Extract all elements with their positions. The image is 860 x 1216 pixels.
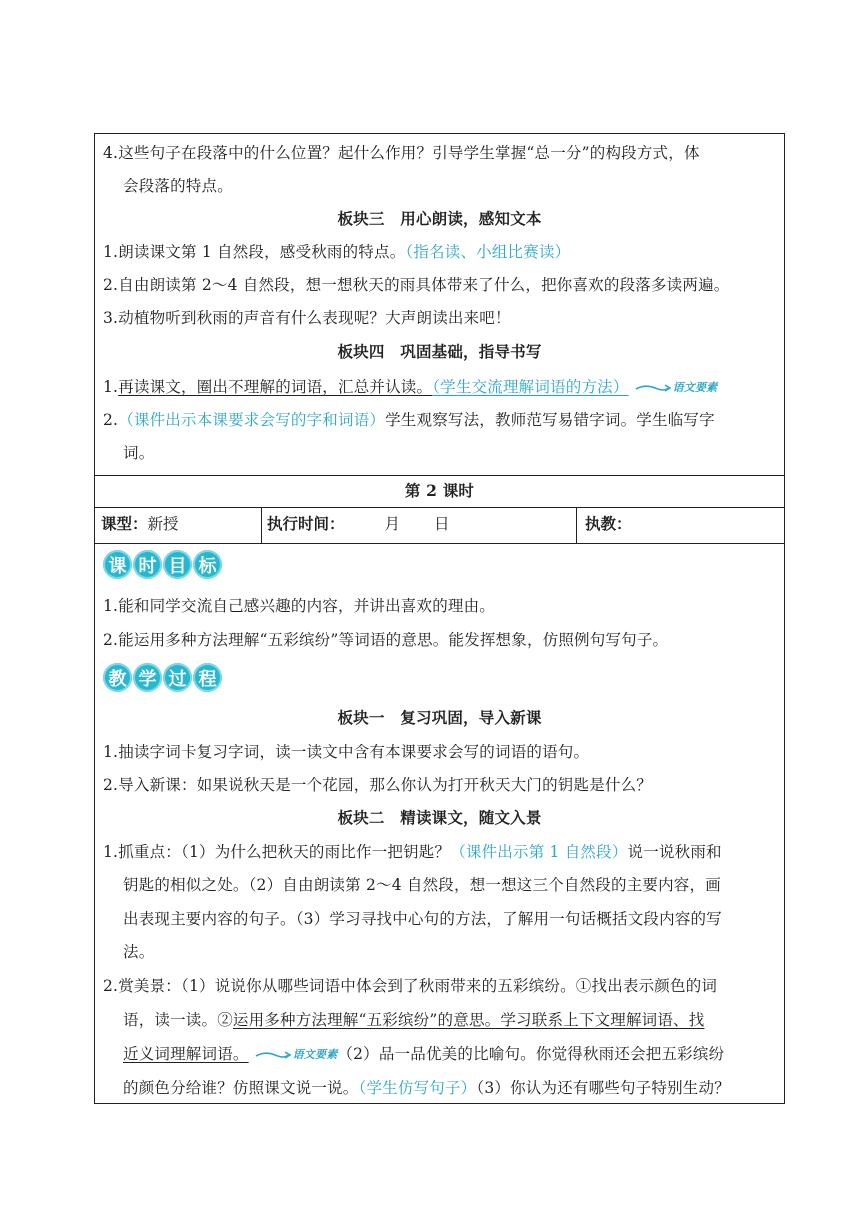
s3-item-1 (103, 242, 776, 262)
badge-char: 教 (103, 663, 132, 692)
goal-1: 1.能和同学交流自己感兴趣的内容，并讲出喜欢的理由。 (103, 597, 495, 615)
p2-s2-item-1-note: （课件出示第 1 自然段） (450, 843, 628, 861)
p2-s2-item-2-line2 (123, 1010, 776, 1030)
exec-month: 月 (384, 515, 401, 533)
section-4-title: 板块四 巩固基础，指导书写 (337, 342, 542, 361)
s4-item-2-line2: 词。 (123, 444, 155, 462)
p2-s2-item-2-line3-b: （2）品一品优美的比喻句。你觉得秋雨还会把五彩缤纷 (337, 1045, 725, 1063)
p2-s2-item-2-line2-u: 运用多种方法理解“五彩缤纷”的意思。学习联系上下文理解词语、找 (232, 1011, 705, 1029)
language-element-tag (255, 1045, 338, 1065)
badge-char: 目 (163, 550, 192, 579)
divider (261, 507, 262, 543)
section-3-title: 板块三 用心朗读，感知文本 (337, 209, 542, 228)
divider (95, 507, 784, 508)
exec-time (267, 514, 450, 534)
s3-item-3: 3.动植物听到秋雨的声音有什么表现呢？大声朗读出来吧！ (103, 309, 511, 327)
language-element-tag (635, 378, 718, 398)
lesson-type-label: 课型： (101, 514, 148, 533)
section-2-title: 板块二 精读课文，随文入景 (337, 808, 542, 827)
s4-item-2-prefix: 2. (103, 411, 119, 429)
section-1-title: 板块一 复习巩固，导入新课 (337, 708, 542, 727)
s4-item-2 (103, 410, 776, 430)
p2-s2-item-2-line4 (123, 1078, 776, 1098)
item-4-line2: 会段落的特点。 (123, 177, 233, 195)
lesson-2-title: 第 2 课时 (404, 481, 475, 500)
goal-2: 2.能运用多种方法理解“五彩缤纷”等词语的意思。能发挥想象，仿照例句写句子。 (103, 631, 669, 649)
s4-item-1 (103, 377, 776, 398)
p2-s2-item-2-line3-u: 近义词理解词语。 (123, 1045, 249, 1063)
lesson-plan-table (94, 133, 785, 1104)
teaching-process-badge (103, 663, 222, 692)
p2-s2-item-1-line1 (103, 842, 776, 862)
p2-s2-item-2-line4-note: （学生仿写句子） (358, 1079, 477, 1097)
lesson-type (101, 514, 179, 534)
p2-s2-item-2-line1: 2.赏美景：（1）说说你从哪些词语中体会到了秋雨带来的五彩缤纷。①找出表示颜色的词 (103, 977, 718, 995)
p2-s2-item-1-a: 1.抓重点：（1）为什么把秋天的雨比作一把钥匙？ (103, 843, 451, 861)
s3-item-2: 2.自由朗读第 2～4 自然段，想一想秋天的雨具体带来了什么，把你喜欢的段落多读两遍。 (103, 276, 730, 294)
p2-s2-item-2-line4-b: （3）你认为还有哪些句子特别生动？ (476, 1079, 730, 1097)
divider (95, 543, 784, 544)
arrow-icon (255, 1050, 291, 1060)
s3-item-1-note: （指名读、小组比赛读） (405, 243, 571, 261)
p2-s2-item-1-b: 说一说秋雨和 (627, 843, 722, 861)
p2-s2-item-1-line4: 法。 (123, 943, 155, 961)
exec-time-label: 执行时间： (267, 514, 345, 533)
p2-s2-item-1-line2: 钥匙的相似之处。（2）自由朗读第 2～4 自然段，想一想这三个自然段的主要内容，画 (123, 876, 721, 894)
badge-char: 学 (133, 663, 162, 692)
s4-item-1-prefix: 1. (103, 378, 119, 396)
p2-s2-item-1-line3: 出表现主要内容的句子。（3）学习寻找中心句的方法，了解用一句话概括文段内容的写 (123, 910, 722, 928)
arrow-icon (635, 383, 671, 393)
divider (95, 475, 784, 476)
p2-s2-item-2-line4-a: 的颜色分给谁？仿照课文说一说。 (123, 1079, 359, 1097)
badge-char: 时 (133, 550, 162, 579)
s4-item-2-note: （课件出示本课要求会写的字和词语） (118, 411, 386, 429)
p2-s1-item-2: 2.导入新课：如果说秋天是一个花园，那么你认为打开秋天大门的钥匙是什么？ (103, 776, 652, 794)
lesson-type-value: 新授 (147, 515, 179, 533)
tag-label: 语文要素 (292, 1048, 338, 1061)
s3-item-1-text: 1.朗读课文第 1 自然段，感受秋雨的特点。 (103, 243, 406, 261)
lesson-goals-badge (103, 550, 222, 579)
exec-day: 日 (434, 515, 450, 533)
s4-item-1-text: 再读课文，圈出不理解的词语，汇总并认读。 (118, 378, 433, 396)
p2-s1-item-1: 1.抽读字词卡复习字词，读一读文中含有本课要求会写的词语的语句。 (103, 743, 590, 761)
badge-char: 程 (193, 663, 222, 692)
badge-char: 课 (103, 550, 132, 579)
s4-item-2-text: 学生观察写法，教师范写易错字词。学生临写字 (385, 411, 715, 429)
tag-label: 语文要素 (672, 381, 718, 394)
p2-s2-item-2-line2-a: 语，读一读。② (123, 1011, 233, 1029)
badge-char: 过 (163, 663, 192, 692)
item-4-line1: 4.这些句子在段落中的什么位置？起什么作用？引导学生掌握“总一分”的构段方式，体 (103, 144, 700, 162)
s4-item-1-note: （学生交流理解词语的方法） (432, 378, 629, 396)
divider (576, 507, 577, 543)
teacher-label: 执教： (585, 514, 632, 533)
p2-s2-item-2-line3 (123, 1044, 776, 1065)
badge-char: 标 (193, 550, 222, 579)
